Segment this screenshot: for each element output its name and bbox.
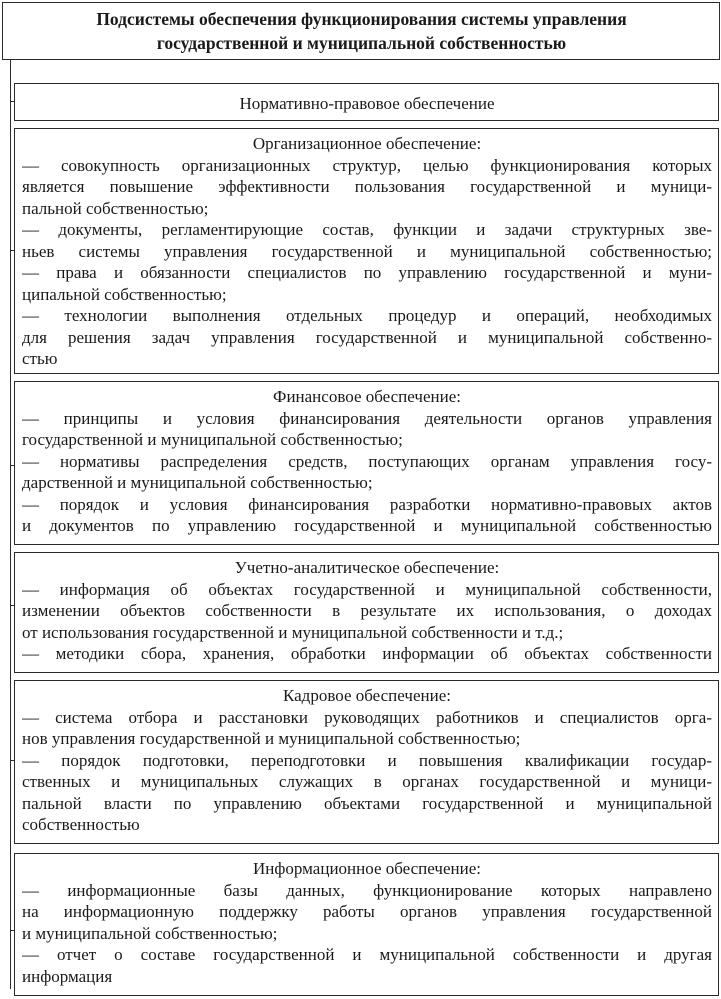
- subsystem-line: является повышение эффективности пользования государственной и муници-: [22, 177, 712, 196]
- diagram-title-box: [2, 2, 720, 60]
- subsystem-line: от использования государственной и муниципальной собственности и т.д.;: [22, 622, 564, 642]
- subsystem-line: — методики сбора, хранения, обработки информации об объектах собственности: [22, 644, 712, 663]
- subsystem-box-accounting: [14, 552, 719, 673]
- subsystem-line: нов управления государственной и муниципальной собственностью;: [22, 729, 521, 748]
- diagram-title-line-2: государственной и муниципальной собственностью: [156, 33, 567, 53]
- subsystem-line: ственных и муниципальных служащих в органах государственной и муници-: [22, 772, 712, 791]
- subsystem-line: пальной власти по управлению объектами государственной и муниципальной: [22, 793, 712, 813]
- subsystem-line: — система отбора и расстановки руководящих работников и специалистов орга-: [22, 707, 712, 727]
- subsystem-heading-organizational: Организационное обеспечение:: [252, 134, 482, 153]
- subsystem-line: — документы, регламентирующие состав, функции и задачи структурных зве-: [22, 220, 712, 239]
- subsystem-heading-personnel: Кадровое обеспечение:: [283, 686, 451, 705]
- subsystem-line: и документов по управлению государственной и муниципальной собственностью: [22, 516, 712, 535]
- subsystem-line: информация: [22, 966, 113, 986]
- subsystem-line: — права и обязанности специалистов по управлению государственной и муни-: [22, 263, 712, 282]
- connector-spine: [10, 60, 11, 989]
- subsystem-line: для решения задач управления государственной и муниципальной собственно-: [22, 327, 712, 347]
- subsystem-line: — информация об объектах государственной и муниципальной собственности,: [22, 579, 712, 599]
- subsystem-line: — порядок и условия финансирования разработки нормативно-правовых актов: [22, 494, 712, 514]
- subsystem-heading-legal: Нормативно-правовое обеспечение: [239, 94, 495, 113]
- subsystem-line: — совокупность организационных структур, целью функционирования которых: [22, 155, 712, 175]
- subsystem-line: — порядок подготовки, переподготовки и повышения квалификации государ-: [22, 750, 712, 770]
- subsystem-line: — технологии выполнения отдельных процедур и операций, необходимых: [22, 306, 712, 325]
- subsystem-line: собственностью: [22, 815, 140, 834]
- subsystem-box-organizational: [14, 128, 719, 374]
- subsystem-line: — информационные базы данных, функционирование которых направлено: [22, 880, 712, 900]
- subsystem-heading-financial: Финансовое обеспечение:: [273, 387, 461, 406]
- subsystem-line: и муниципальной собственностью;: [22, 923, 278, 943]
- subsystem-heading-information: Информационное обеспечение:: [253, 859, 481, 878]
- subsystem-line: на информационную поддержку работы органов управления государственной: [22, 902, 712, 921]
- subsystem-line: ципальной собственностью;: [22, 284, 227, 304]
- subsystem-box-legal: [14, 83, 719, 121]
- subsystem-heading-accounting: Учетно-аналитическое обеспечение:: [234, 558, 500, 577]
- subsystem-line: — принципы и условия финансирования деятельности органов управления: [22, 408, 712, 428]
- subsystem-line: изменении объектов собственности в результате их использования, о доходах: [22, 601, 712, 620]
- subsystem-line: дарственной и муниципальной собственностью;: [22, 473, 373, 492]
- subsystem-line: пальной собственностью;: [22, 198, 209, 218]
- subsystem-line: стью: [22, 349, 58, 368]
- diagram-title-line-1: Подсистемы обеспечения функционирования системы управления: [96, 9, 627, 29]
- subsystem-line: — нормативы распределения средств, поступающих органам управления госу-: [22, 451, 712, 471]
- subsystem-box-information: [14, 853, 719, 996]
- subsystem-box-personnel: [14, 680, 719, 844]
- subsystem-box-financial: [14, 381, 719, 545]
- subsystem-line: государственной и муниципальной собственностью;: [22, 430, 403, 449]
- subsystem-line: — отчет о составе государственной и муниципальной собственности и другая: [22, 945, 712, 964]
- subsystem-line: ньев системы управления государственной и муниципальной собственностью;: [22, 241, 712, 261]
